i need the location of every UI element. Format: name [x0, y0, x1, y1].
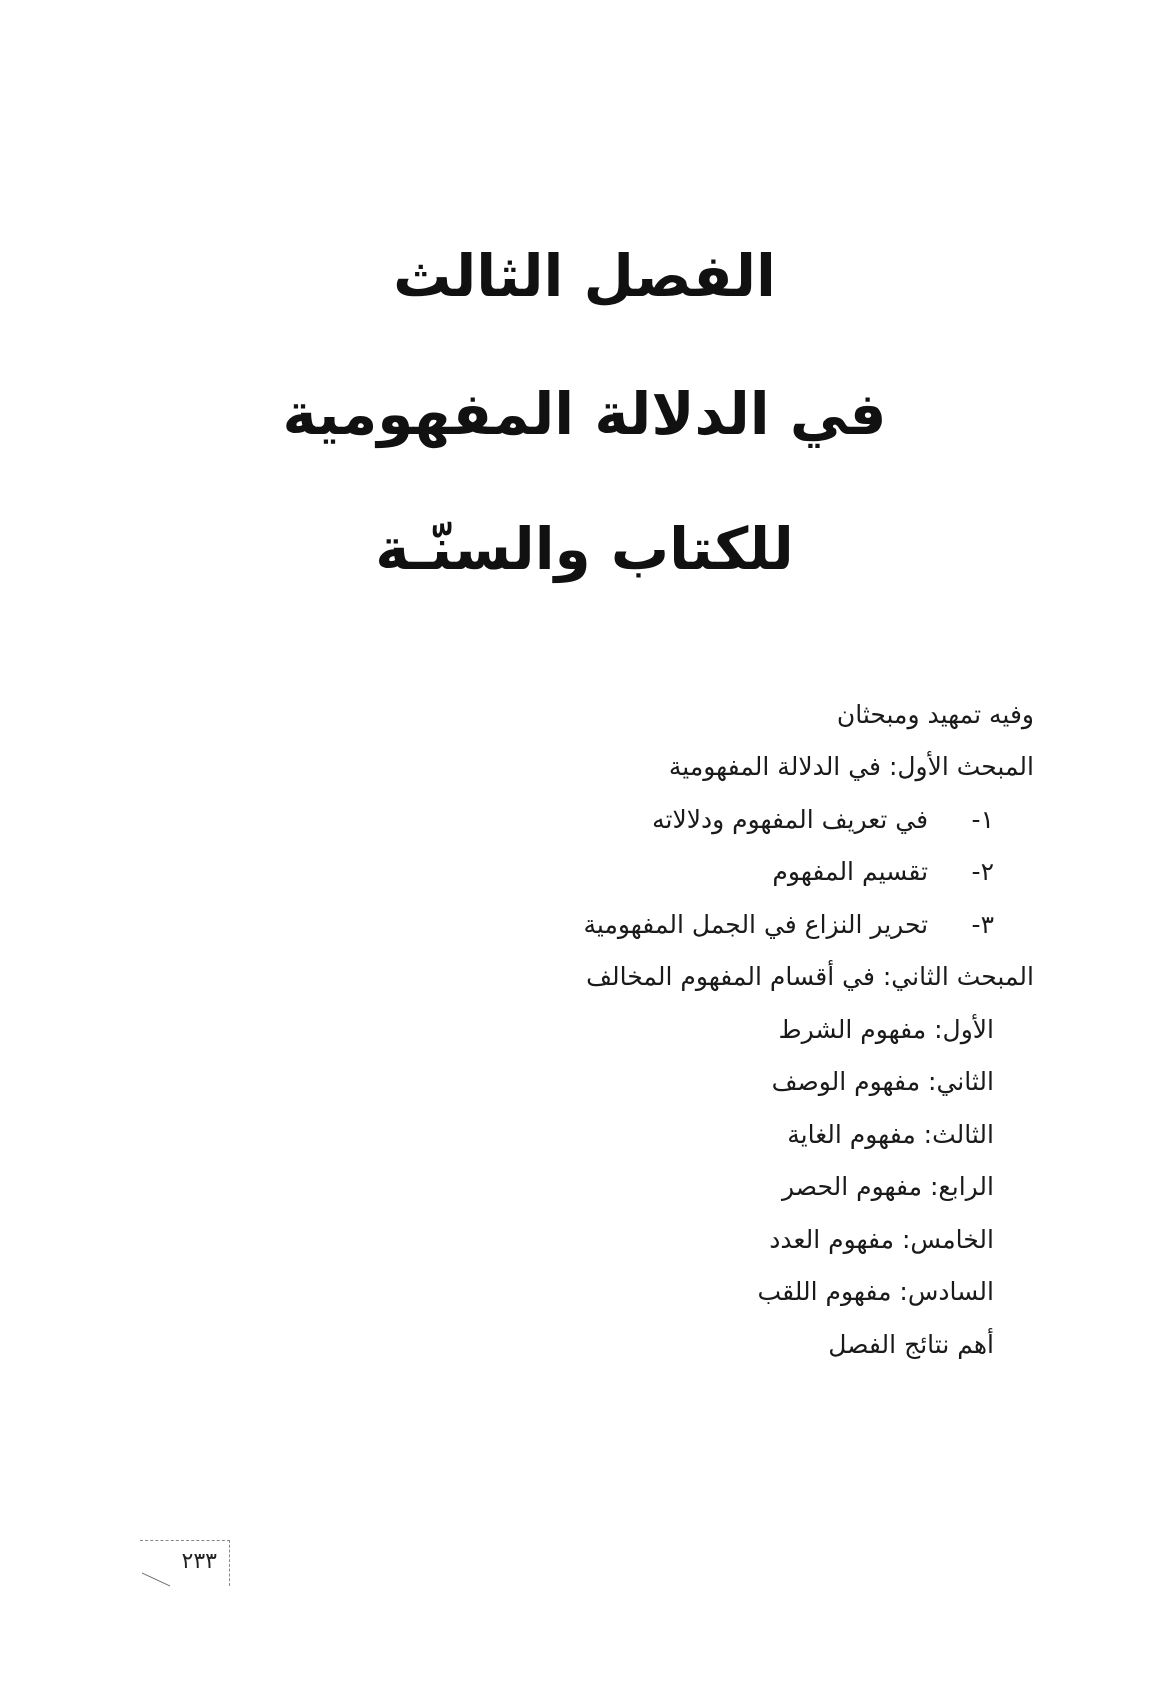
section-2-item: الخامس: مفهوم العدد: [769, 1225, 994, 1254]
section-1-item: [772, 857, 994, 887]
section-2-heading: المبحث الثاني: في أقسام المفهوم المخالف: [586, 962, 1034, 991]
section-2-item: السادس: مفهوم اللقب: [757, 1277, 994, 1306]
item-number: ٢-: [971, 857, 994, 886]
item-text: في تعريف المفهوم ودلالاته: [652, 805, 929, 834]
chapter-title-line-3: للكتاب والسنّـة: [375, 515, 794, 583]
item-text: تحرير النزاع في الجمل المفهومية: [583, 910, 929, 939]
section-1-item: [652, 805, 994, 835]
section-2-item: أهم نتائج الفصل: [828, 1330, 994, 1359]
page-number-box: [140, 1540, 230, 1586]
corner-mark: [142, 1552, 170, 1586]
section-2-item: الثالث: مفهوم الغاية: [787, 1120, 994, 1149]
section-1-heading: المبحث الأول: في الدلالة المفهومية: [668, 752, 1034, 781]
section-2-item: الأول: مفهوم الشرط: [778, 1015, 994, 1044]
section-2-item: الرابع: مفهوم الحصر: [781, 1172, 994, 1201]
chapter-title-line-2: في الدلالة المفهومية: [282, 380, 887, 448]
chapter-title-line-1: الفصل الثالث: [393, 242, 776, 310]
item-number: ٣-: [971, 910, 994, 939]
section-1-item: [584, 910, 994, 940]
page-number: ٢٣٣: [181, 1549, 217, 1574]
item-number: ١-: [971, 805, 994, 834]
item-text: تقسيم المفهوم: [772, 857, 929, 886]
contents-intro: وفيه تمهيد ومبحثان: [836, 700, 1034, 729]
section-2-item: الثاني: مفهوم الوصف: [771, 1067, 994, 1096]
